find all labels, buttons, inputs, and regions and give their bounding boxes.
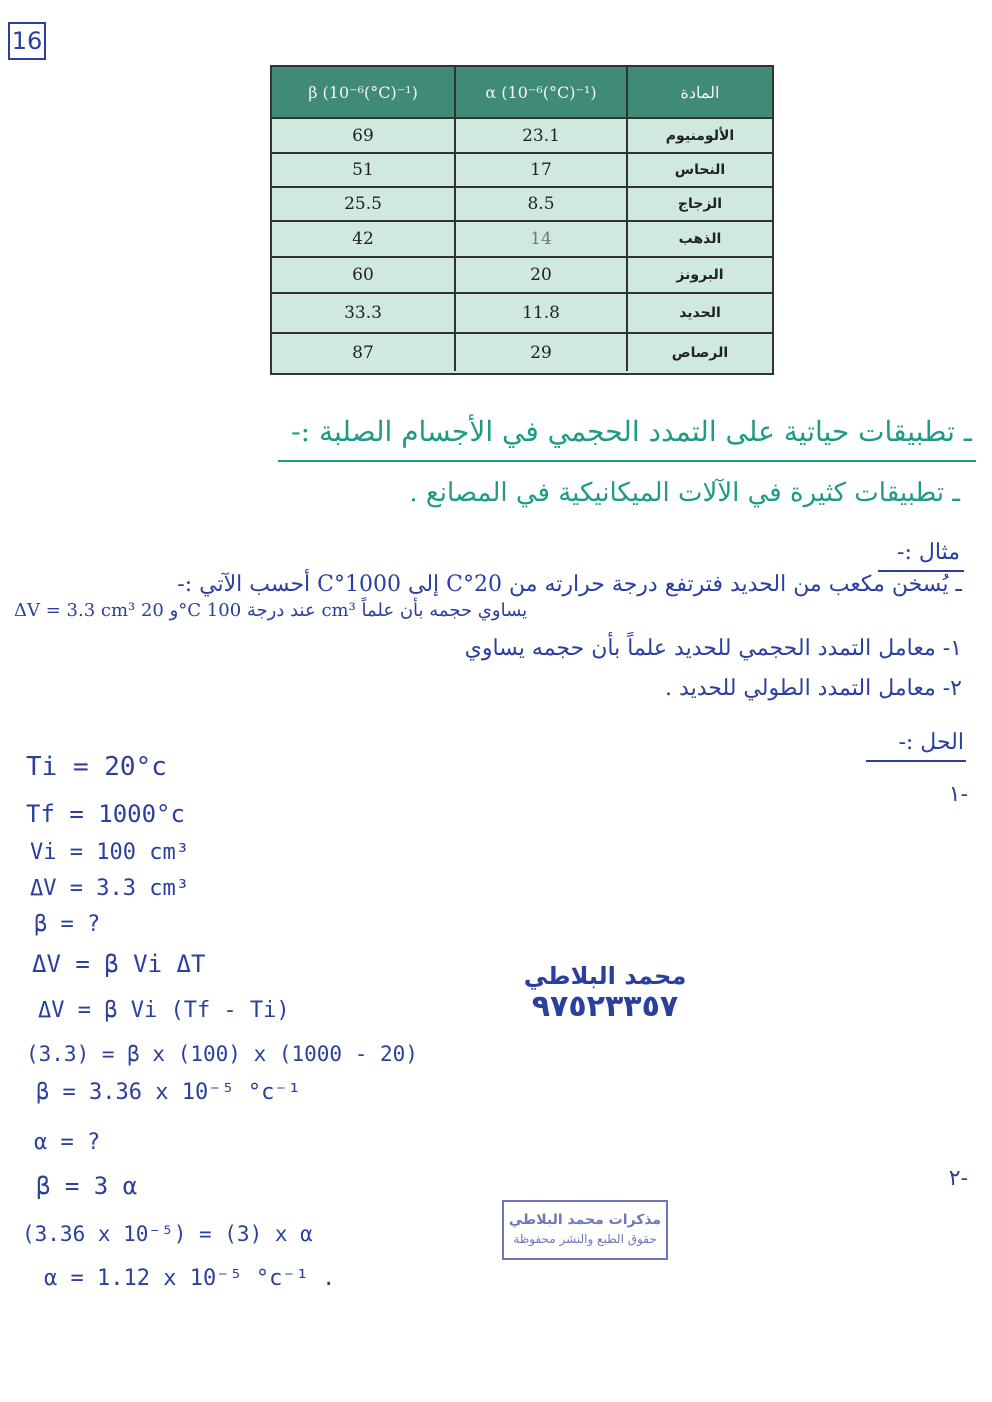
cell-alpha: 11.8 — [454, 294, 626, 332]
cell-material: البرونز — [626, 258, 772, 292]
applications-divider — [278, 460, 976, 462]
step-tf: Tf = 1000°c — [26, 800, 185, 828]
solution-part2-marker: -٢ — [948, 1166, 968, 1191]
cell-material: الرصاص — [626, 334, 772, 371]
step-alpha-result: α = 1.12 x 10⁻⁵ °c⁻¹ . — [44, 1266, 336, 1291]
step-ti: Ti = 20°c — [26, 752, 167, 782]
table-header-row — [272, 67, 772, 119]
header-material: المادة — [626, 67, 772, 117]
step-alpha-substitution: (3.36 x 10⁻⁵) = (3) x α — [22, 1222, 313, 1246]
cell-beta: 42 — [352, 229, 374, 249]
cell-material: النحاس — [626, 154, 772, 186]
cell-alpha: 23.1 — [454, 119, 626, 152]
cell-beta: 33.3 — [344, 303, 382, 323]
page-number: 16 — [8, 22, 46, 60]
cell-beta: 60 — [352, 265, 374, 285]
copyright-stamp — [502, 1200, 668, 1260]
step-beta-unknown: β = ? — [34, 912, 101, 937]
step-beta-alpha-relation: β = 3 α — [36, 1172, 138, 1200]
author-name: محمد البلاطي — [523, 962, 687, 990]
author-phone: ٩٧٥٢٣٣٥٧ — [531, 989, 679, 1024]
example-line1: ـ يُسخن مكعب من الحديد فترتفع درجة حرارته من 20°C إلى 1000°C أحسب الآتي :- — [177, 572, 962, 597]
table-row — [272, 258, 772, 294]
example-question-2: ٢- معامل التمدد الطولي للحديد . — [665, 676, 962, 701]
cell-material: الألومنيوم — [626, 119, 772, 152]
table-row — [272, 154, 772, 188]
table-row — [272, 334, 772, 371]
header-beta: β (10⁻⁶(°C)⁻¹) — [308, 82, 418, 102]
cell-beta: 87 — [352, 342, 374, 363]
cell-alpha: 29 — [454, 334, 626, 371]
step-formula-expanded: ΔV = β Vi (Tf - Ti) — [38, 998, 290, 1023]
cell-material: الزجاج — [626, 188, 772, 220]
header-alpha: α (10⁻⁶(°C)⁻¹) — [454, 67, 626, 117]
example-question-1: ١- معامل التمدد الحجمي للحديد علماً بأن حجمه يساوي — [464, 636, 962, 661]
step-substitution: (3.3) = β x (100) x (1000 - 20) — [26, 1042, 418, 1066]
author-stamp — [515, 962, 695, 1024]
step-formula: ΔV = β Vi ΔT — [32, 950, 206, 978]
step-delta-v: ΔV = 3.3 cm³ — [30, 876, 189, 901]
solution-part1-marker: -١ — [948, 782, 968, 807]
cell-material: الحديد — [626, 294, 772, 332]
cell-alpha: 14 — [454, 222, 626, 256]
step-alpha-unknown: α = ? — [34, 1130, 101, 1155]
solution-label-underline — [866, 760, 966, 762]
solution-label: الحل :- — [898, 730, 964, 755]
step-beta-result: β = 3.36 x 10⁻⁵ °c⁻¹ — [36, 1080, 301, 1105]
step-vi: Vi = 100 cm³ — [30, 840, 189, 865]
applications-heading: ـ تطبيقات حياتية على التمدد الحجمي في الأجسام الصلبة :- — [291, 415, 972, 448]
cell-alpha: 17 — [454, 154, 626, 186]
table-row — [272, 222, 772, 258]
applications-line: ـ تطبيقات كثيرة في الآلات الميكانيكية في المصانع . — [409, 478, 960, 508]
copyright-line2: حقوق الطبع والنشر محفوظة — [513, 1232, 657, 1246]
example-line2: ΔV = 3.3 cm³ و 20°C عند درجة 100 cm³ يساوي حجمه بأن علماً — [14, 600, 528, 621]
cell-beta: 25.5 — [344, 194, 382, 214]
table-row — [272, 119, 772, 154]
cell-beta: 69 — [352, 125, 374, 146]
cell-beta: 51 — [352, 160, 374, 180]
expansion-coefficients-table — [270, 65, 774, 375]
example-label: مثال :- — [897, 540, 960, 565]
table-row — [272, 188, 772, 222]
cell-alpha: 20 — [454, 258, 626, 292]
copyright-line1: مذكرات محمد البلاطي — [508, 1212, 662, 1228]
cell-alpha: 8.5 — [454, 188, 626, 220]
table-row — [272, 294, 772, 334]
cell-material: الذهب — [626, 222, 772, 256]
